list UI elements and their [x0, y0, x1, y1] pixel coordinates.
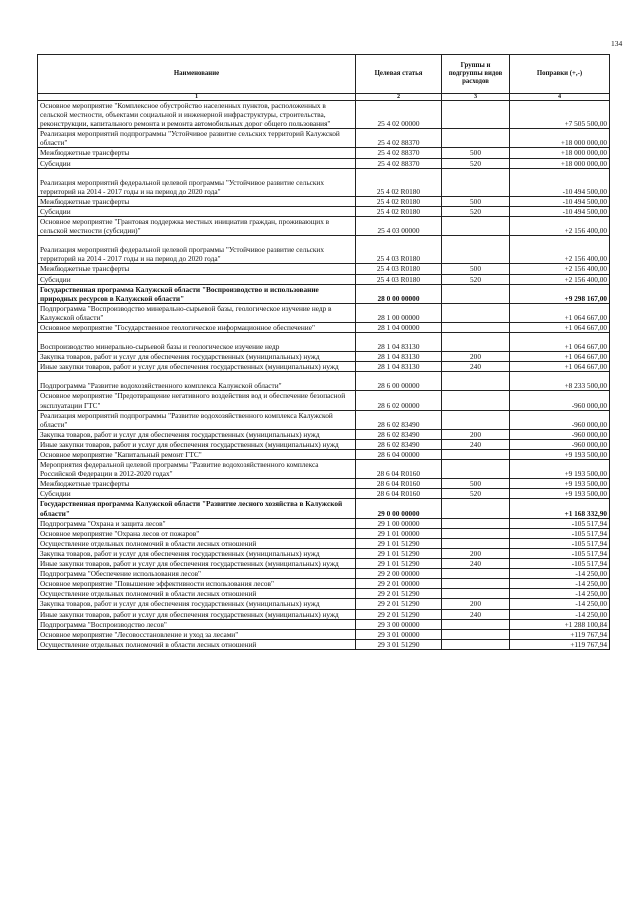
- row-target-article: 25 4 02 R0180: [356, 206, 442, 216]
- row-name: Государственная программа Калужской области "Воспроизводство и использование природных ресурсов в Калужской области": [38, 284, 356, 303]
- row-target-article: 25 4 02 88370: [356, 158, 442, 168]
- row-name: Межбюджетные трансферты: [38, 264, 356, 274]
- row-target-article: 25 4 02 R0180: [356, 196, 442, 206]
- row-target-article: 29 0 00 00000: [356, 499, 442, 518]
- row-expense-group: 500: [442, 196, 510, 206]
- row-amendment: -10 494 500,00: [510, 206, 610, 216]
- row-amendment: -14 250,00: [510, 599, 610, 609]
- row-target-article: 28 6 00 00000: [356, 372, 442, 391]
- row-amendment: -10 494 500,00: [510, 168, 610, 196]
- row-expense-group: [442, 629, 510, 639]
- table-row: [38, 206, 610, 216]
- row-amendment: +1 064 667,00: [510, 333, 610, 352]
- row-amendment: +1 064 667,00: [510, 322, 610, 332]
- table-row: [38, 579, 610, 589]
- row-target-article: 25 4 02 88370: [356, 148, 442, 158]
- row-expense-group: [442, 217, 510, 236]
- row-amendment: -105 517,94: [510, 548, 610, 558]
- row-expense-group: [442, 236, 510, 264]
- table-row: [38, 639, 610, 649]
- table-row: [38, 217, 610, 236]
- row-target-article: 28 6 02 83490: [356, 429, 442, 439]
- row-name: Осуществление отдельных полномочий в области лесных отношений: [38, 639, 356, 649]
- budget-amendments-table: [37, 54, 610, 650]
- row-expense-group: [442, 303, 510, 322]
- row-expense-group: [442, 410, 510, 429]
- row-expense-group: [442, 168, 510, 196]
- row-amendment: -14 250,00: [510, 609, 610, 619]
- row-amendment: +18 000 000,00: [510, 148, 610, 158]
- table-row: [38, 569, 610, 579]
- row-name: Основное мероприятие "Повышение эффективности использования лесов": [38, 579, 356, 589]
- column-number: 3: [442, 94, 510, 101]
- row-amendment: -105 517,94: [510, 518, 610, 528]
- row-expense-group: [442, 569, 510, 579]
- row-amendment: -105 517,94: [510, 559, 610, 569]
- row-target-article: 28 1 04 83130: [356, 333, 442, 352]
- row-name: Основное мероприятие "Капитальный ремонт ГТС": [38, 450, 356, 460]
- row-amendment: +9 193 500,00: [510, 489, 610, 499]
- table-row: [38, 362, 610, 372]
- row-expense-group: 500: [442, 479, 510, 489]
- row-target-article: 28 6 04 R0160: [356, 479, 442, 489]
- column-number: 4: [510, 94, 610, 101]
- row-expense-group: 520: [442, 158, 510, 168]
- row-expense-group: 240: [442, 439, 510, 449]
- row-expense-group: [442, 450, 510, 460]
- row-amendment: +1 064 667,00: [510, 362, 610, 372]
- row-expense-group: 200: [442, 352, 510, 362]
- row-expense-group: [442, 129, 510, 148]
- row-expense-group: [442, 589, 510, 599]
- column-number: 2: [356, 94, 442, 101]
- column-numbers-row: [38, 94, 610, 101]
- row-name: Подпрограмма "Охрана и защита лесов": [38, 518, 356, 528]
- row-target-article: 28 6 04 00000: [356, 450, 442, 460]
- row-target-article: 29 2 01 51290: [356, 599, 442, 609]
- row-target-article: 29 1 01 51290: [356, 559, 442, 569]
- table-row: [38, 158, 610, 168]
- row-name: Реализация мероприятий подпрограммы "Устойчивое развитие сельских территорий Калужской области": [38, 129, 356, 148]
- table-row: [38, 479, 610, 489]
- row-amendment: +1 288 100,84: [510, 619, 610, 629]
- row-target-article: 25 4 02 88370: [356, 129, 442, 148]
- row-name: Осуществление отдельных полномочий в области лесных отношений: [38, 589, 356, 599]
- row-target-article: 29 3 00 00000: [356, 619, 442, 629]
- row-amendment: -14 250,00: [510, 589, 610, 599]
- row-expense-group: [442, 518, 510, 528]
- row-expense-group: [442, 322, 510, 332]
- row-expense-group: [442, 284, 510, 303]
- row-name: Подпрограмма "Воспроизводство лесов": [38, 619, 356, 629]
- table-row: [38, 518, 610, 528]
- row-amendment: -960 000,00: [510, 410, 610, 429]
- row-amendment: -14 250,00: [510, 569, 610, 579]
- table-row: [38, 284, 610, 303]
- row-expense-group: [442, 619, 510, 629]
- table-row: [38, 101, 610, 129]
- row-amendment: +2 156 400,00: [510, 217, 610, 236]
- table-row: [38, 599, 610, 609]
- row-expense-group: [442, 391, 510, 410]
- table-row: [38, 148, 610, 158]
- row-name: Основное мероприятие "Охрана лесов от пожаров": [38, 528, 356, 538]
- row-amendment: -960 000,00: [510, 391, 610, 410]
- row-target-article: 25 4 03 R0180: [356, 274, 442, 284]
- header-amendments: Поправки (+,-): [510, 55, 610, 94]
- row-name: Иные закупки товаров, работ и услуг для обеспечения государственных (муниципальных) нужд: [38, 362, 356, 372]
- table-row: [38, 609, 610, 619]
- table-row: [38, 429, 610, 439]
- row-expense-group: [442, 639, 510, 649]
- row-target-article: 25 4 03 R0180: [356, 236, 442, 264]
- row-name: Закупка товаров, работ и услуг для обеспечения государственных (муниципальных) нужд: [38, 429, 356, 439]
- row-expense-group: [442, 499, 510, 518]
- table-row: [38, 629, 610, 639]
- row-expense-group: [442, 333, 510, 352]
- row-amendment: -960 000,00: [510, 439, 610, 449]
- row-name: Закупка товаров, работ и услуг для обеспечения государственных (муниципальных) нужд: [38, 599, 356, 609]
- row-name: Субсидии: [38, 489, 356, 499]
- row-amendment: -14 250,00: [510, 579, 610, 589]
- header-name: Наименование: [38, 55, 356, 94]
- row-target-article: 28 1 04 83130: [356, 352, 442, 362]
- row-target-article: 29 1 01 51290: [356, 548, 442, 558]
- table-row: [38, 619, 610, 629]
- row-expense-group: 500: [442, 264, 510, 274]
- table-row: [38, 538, 610, 548]
- row-expense-group: [442, 372, 510, 391]
- row-expense-group: [442, 460, 510, 479]
- row-name: Основное мероприятие "Предотвращение негативного воздействия вод и обеспечение безопасной эксплуатации ГТС": [38, 391, 356, 410]
- table-row: [38, 528, 610, 538]
- row-target-article: 28 1 00 00000: [356, 303, 442, 322]
- row-name: Межбюджетные трансферты: [38, 196, 356, 206]
- row-expense-group: 520: [442, 206, 510, 216]
- header-expense-groups: Группы и подгруппы видов расходов: [442, 55, 510, 94]
- row-name: Государственная программа Калужской области "Развитие лесного хозяйства в Калужской области": [38, 499, 356, 518]
- row-amendment: +2 156 400,00: [510, 274, 610, 284]
- row-target-article: 25 4 02 00000: [356, 101, 442, 129]
- table-row: [38, 196, 610, 206]
- table-row: [38, 450, 610, 460]
- table-row: [38, 439, 610, 449]
- row-amendment: +9 298 167,00: [510, 284, 610, 303]
- row-target-article: 29 3 01 51290: [356, 639, 442, 649]
- header-row: [38, 55, 610, 94]
- row-expense-group: [442, 538, 510, 548]
- table-row: [38, 410, 610, 429]
- row-name: Осуществление отдельных полномочий в области лесных отношений: [38, 538, 356, 548]
- row-name: Основное мероприятие "Лесовосстановление и уход за лесами": [38, 629, 356, 639]
- row-amendment: +9 193 500,00: [510, 479, 610, 489]
- row-target-article: 25 4 02 R0180: [356, 168, 442, 196]
- row-amendment: +9 193 500,00: [510, 460, 610, 479]
- row-name: Реализация мероприятий подпрограммы "Развитие водохозяйственного комплекса Калужской области": [38, 410, 356, 429]
- row-name: Мероприятия федеральной целевой программы "Развитие водохозяйственного комплекса Российской Федерации в 2012-2020 годах": [38, 460, 356, 479]
- table-row: [38, 236, 610, 264]
- row-amendment: +2 156 400,00: [510, 236, 610, 264]
- row-amendment: +1 168 332,90: [510, 499, 610, 518]
- row-amendment: +119 767,94: [510, 639, 610, 649]
- table-row: [38, 322, 610, 332]
- row-target-article: 28 6 02 00000: [356, 391, 442, 410]
- row-amendment: +18 000 000,00: [510, 129, 610, 148]
- row-expense-group: 200: [442, 429, 510, 439]
- table-row: [38, 303, 610, 322]
- table-row: [38, 168, 610, 196]
- row-target-article: 29 1 01 51290: [356, 538, 442, 548]
- row-expense-group: [442, 101, 510, 129]
- table-row: [38, 589, 610, 599]
- row-amendment: +7 505 500,00: [510, 101, 610, 129]
- row-name: Межбюджетные трансферты: [38, 148, 356, 158]
- row-name: Подпрограмма "Развитие водохозяйственного комплекса Калужской области": [38, 372, 356, 391]
- row-name: Реализация мероприятий федеральной целевой программы "Устойчивое развитие сельских территорий на 2014 - 2017 годы и на период до 2020 года": [38, 236, 356, 264]
- row-expense-group: [442, 579, 510, 589]
- row-expense-group: 500: [442, 148, 510, 158]
- table-row: [38, 548, 610, 558]
- row-name: Межбюджетные трансферты: [38, 479, 356, 489]
- table-row: [38, 333, 610, 352]
- row-name: Субсидии: [38, 274, 356, 284]
- row-name: Основное мероприятие "Грантовая поддержка местных инициатив граждан, проживающих в сельской местности (субсидии)": [38, 217, 356, 236]
- row-amendment: +8 233 500,00: [510, 372, 610, 391]
- row-amendment: -10 494 500,00: [510, 196, 610, 206]
- row-name: Закупка товаров, работ и услуг для обеспечения государственных (муниципальных) нужд: [38, 548, 356, 558]
- row-amendment: +18 000 000,00: [510, 158, 610, 168]
- row-target-article: 29 2 01 51290: [356, 609, 442, 619]
- header-target-article: Целевая статья: [356, 55, 442, 94]
- row-expense-group: 240: [442, 609, 510, 619]
- column-number: 1: [38, 94, 356, 101]
- row-name: Основное мероприятие "Государственное геологическое информационное обеспечение": [38, 322, 356, 332]
- row-name: Воспроизводство минерально-сырьевой базы и геологическое изучение недр: [38, 333, 356, 352]
- row-amendment: +1 064 667,00: [510, 303, 610, 322]
- row-target-article: 28 1 04 00000: [356, 322, 442, 332]
- row-name: Субсидии: [38, 206, 356, 216]
- row-target-article: 29 1 00 00000: [356, 518, 442, 528]
- row-target-article: 28 6 02 83490: [356, 410, 442, 429]
- row-name: Иные закупки товаров, работ и услуг для обеспечения государственных (муниципальных) нужд: [38, 559, 356, 569]
- row-target-article: 29 2 01 51290: [356, 589, 442, 599]
- row-name: Иные закупки товаров, работ и услуг для обеспечения государственных (муниципальных) нужд: [38, 439, 356, 449]
- table-row: [38, 129, 610, 148]
- row-name: Субсидии: [38, 158, 356, 168]
- row-target-article: 28 6 02 83490: [356, 439, 442, 449]
- row-expense-group: [442, 528, 510, 538]
- table-row: [38, 264, 610, 274]
- row-name: Реализация мероприятий федеральной целевой программы "Устойчивое развитие сельских территорий на 2014 - 2017 годы и на период до 2020 года": [38, 168, 356, 196]
- table-row: [38, 372, 610, 391]
- row-amendment: +2 156 400,00: [510, 264, 610, 274]
- row-expense-group: 240: [442, 362, 510, 372]
- row-name: Иные закупки товаров, работ и услуг для обеспечения государственных (муниципальных) нужд: [38, 609, 356, 619]
- row-target-article: 28 6 04 R0160: [356, 489, 442, 499]
- row-amendment: -105 517,94: [510, 528, 610, 538]
- row-target-article: 29 2 00 00000: [356, 569, 442, 579]
- row-target-article: 28 0 00 00000: [356, 284, 442, 303]
- row-amendment: +9 193 500,00: [510, 450, 610, 460]
- row-amendment: +119 767,94: [510, 629, 610, 639]
- row-name: Основное мероприятие "Комплексное обустройство населенных пунктов, расположенных в сельской местности, объектами социальной и инженерной инфраструктуры, строительства, реконструкции, капитального ремонта и ремонта автомобильных дорог общего пользования": [38, 101, 356, 129]
- row-amendment: -105 517,94: [510, 538, 610, 548]
- row-expense-group: 200: [442, 599, 510, 609]
- page-number: 134: [611, 39, 623, 48]
- row-expense-group: 520: [442, 274, 510, 284]
- row-name: Закупка товаров, работ и услуг для обеспечения государственных (муниципальных) нужд: [38, 352, 356, 362]
- row-target-article: 28 1 04 83130: [356, 362, 442, 372]
- table-row: [38, 391, 610, 410]
- table-row: [38, 460, 610, 479]
- row-target-article: 29 2 01 00000: [356, 579, 442, 589]
- row-target-article: 25 4 03 R0180: [356, 264, 442, 274]
- row-name: Подпрограмма "Обеспечение использования лесов": [38, 569, 356, 579]
- row-target-article: 28 6 04 R0160: [356, 460, 442, 479]
- row-expense-group: 200: [442, 548, 510, 558]
- row-target-article: 29 3 01 00000: [356, 629, 442, 639]
- table-row: [38, 499, 610, 518]
- row-amendment: -960 000,00: [510, 429, 610, 439]
- row-name: Подпрограмма "Воспроизводство минерально-сырьевой базы, геологическое изучение недр в Калужской области": [38, 303, 356, 322]
- table-row: [38, 352, 610, 362]
- table-row: [38, 274, 610, 284]
- row-target-article: 25 4 03 00000: [356, 217, 442, 236]
- table-row: [38, 489, 610, 499]
- row-amendment: +1 064 667,00: [510, 352, 610, 362]
- row-target-article: 29 1 01 00000: [356, 528, 442, 538]
- table-row: [38, 559, 610, 569]
- row-expense-group: 520: [442, 489, 510, 499]
- row-expense-group: 240: [442, 559, 510, 569]
